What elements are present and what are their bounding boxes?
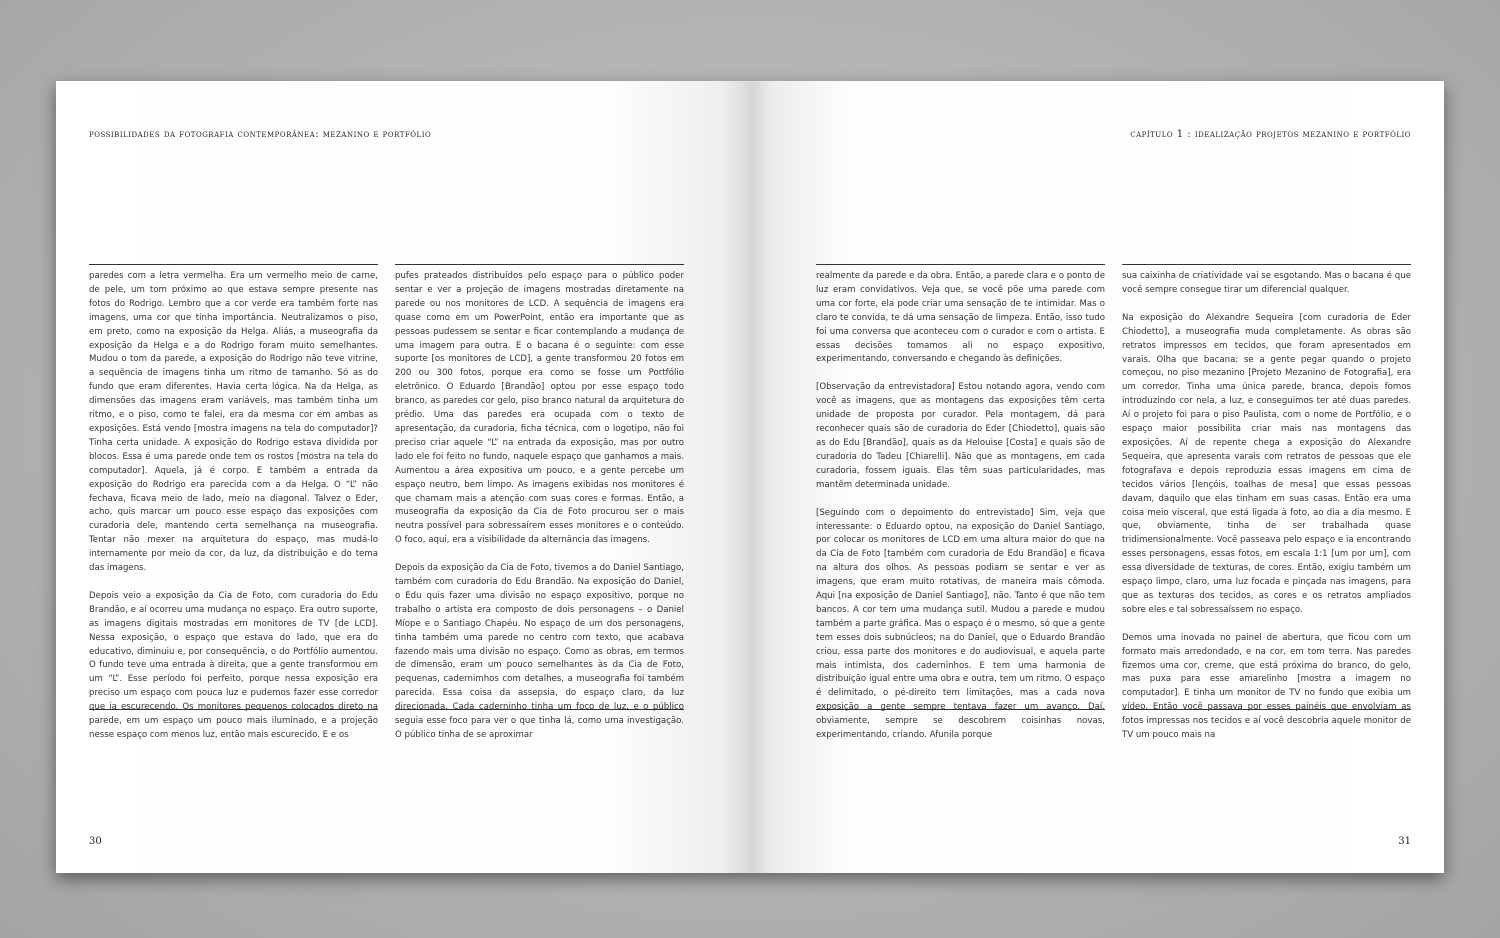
- paragraph: sua caixinha de criatividade vai se esgotando. Mas o bacana é que você sempre consegue tirar um diferencial qualquer.: [1122, 271, 1411, 295]
- paragraph: paredes com a letra vermelha. Era um vermelho meio de carne, de pele, um tom próximo ao que estava sempre presente nas fotos do Rodrigo. Lembro que a cor verde era também forte nas imagens, uma cor que tinha importância. Neutralizamos o piso, em preto, como na exposição da Helga. Aliás, a museografia da exposição da Helga e a do Rodrigo foram muito semelhantes. Mudou o tom da parede, a exposição do Rodrigo não teve vitrine, a sequência de imagens tinha um ritmo de tamanho. Só as do fundo que eram diferentes. Havia certa lógica. Na da Helga, as dimensões das imagens eram variáveis, mas também tinha um ritmo, e o piso, como te falei, era da mesma cor em ambas as exposições. Está vendo [mostra imagens na tela do computador]? Tinha certa unidade. A exposição do Rodrigo estava dividida por blocos. Essa é uma parede onde tem os rostos [mostra na tela do computador]. Aquela, já é corpo. E também a entrada da exposição do Rodrigo era parecida com a da Helga. O “L” não fechava, ficava meio de lado, meio na diagonal. Talvez o Eder, acho, quis marcar um pouco esse espaço das exposições com curadoria dele, mantendo certa semelhança na museografia. Tentar não mexer na arquitetura do espaço, mas mudá-lo internamente por meio da cor, da luz, da distribuição e do tema das imagens.: [89, 271, 378, 574]
- paragraph: [Observação da entrevistadora] Estou notando agora, vendo com você as imagens, que as montagens das exposições têm certa unidade de proposta por curador. Pela montagem, dá para reconhecer quais são de curadoria do Eder [Chiodetto], quais são as do Edu [Brandão], quais as da Helouise [Costa] e quais são de curadoria do Tadeu [Chiarelli]. Não que as montagens, em cada curadoria, fossem iguais. Elas têm suas particularidades, mas mantêm determinada unidade.: [816, 382, 1105, 490]
- right-page-column-2: [1122, 264, 1411, 741]
- left-running-head: possibilidades da fotografia contemporânea: mezanino e portfólio: [89, 129, 432, 140]
- right-page: [750, 81, 1444, 873]
- left-page-column-1: [89, 264, 378, 740]
- paragraph: Na exposição do Alexandre Sequeira [com curadoria de Eder Chiodetto], a museografia muda completamente. As obras são retratos impressos em tecidos, que foram apresentados em varais. Olha que bacana: se a gente pegar quando o projeto começou, no piso mezanino [Projeto Mezanino de Fotografia], era um corredor. Tinha uma única parede, branca, depois fomos introduzindo cor nela, a luz, e conseguimos ter até duas paredes. Aí o projeto foi para o piso Paulista, com o nome de Portfólio, e o espaço maior possibilita criar mais nas montagens das exposições. Aí de repente chega a exposição do Alexandre Sequeira, que apresenta varais com retratos de pessoas que ele fotografava e depois reproduzia essas imagens em cima de tecidos vários [lençóis, toalhas de mesa] que essas pessoas davam, daquilo que elas tinham em suas casas. Então era uma coisa meio visceral, que está ligada à foto, ao dia a dia mesmo. E que, obviamente, tinha de ser trabalhada quase tridimensionalmente. Você passeava pelo espaço e ia encontrando esses personagens, essas fotos, em escala 1:1 [um por um], com essa diversidade de texturas, de cores. Então, exigiu também um espaço limpo, claro, uma luz focada e pinçada nas imagens, para que as texturas dos tecidos, as cores e os retratos ampliados sobre eles e tal sobressaíssem no espaço.: [1122, 312, 1411, 615]
- left-page-column-2: [395, 264, 684, 740]
- paragraph: realmente da parede e da obra. Então, a parede clara e o ponto de luz eram convidativos. Veja que, se você põe uma parede com uma cor forte, ela pode criar uma sensação de te intimidar. Mas o claro te convida, te dá uma sensação de limpeza. Então, isso tudo foi uma conversa que aconteceu com o curador e com o artista. E essas decisões tomamos ali no espaço expositivo, experimentando, conversando e chegando às definições.: [816, 271, 1105, 365]
- book-spread: [56, 81, 1444, 873]
- right-running-head: capítulo 1 : idealização projetos mezanino e portfólio: [1130, 129, 1411, 140]
- left-page-number: 30: [89, 836, 102, 847]
- right-page-number: 31: [1398, 836, 1411, 847]
- paragraph: Depois da exposição da Cia de Foto, tivemos a do Daniel Santiago, também com curadoria do Edu Brandão. Na exposição do Daniel, o Edu quis fazer uma divisão no espaço expositivo, porque no trabalho o artista era composto de dois personagens – o Daniel Míope e o Santiago Chapéu. No espaço de um dos personagens, tinha também uma parede no centro com texto, que acabava fazendo mais uma divisão no espaço. Como as obras, em termos de dimensão, eram um pouco semelhantes às da Cia de Foto, pequenas, cadernimhos com detalhes, a museografia foi também parecida. Essa coisa da assepsia, do espaço claro, da luz direcionada. Cada caderninho tinha um foco de luz, e o público seguia esse foco para ver o que tinha lá, como uma investigação. O público tinha de se aproximar: [395, 563, 684, 740]
- paragraph: pufes prateados distribuídos pelo espaço para o público poder sentar e ver a projeção de imagens mostradas diretamente na parede ou nos monitores de LCD. A sequência de imagens era quase como em um PowerPoint, então era importante que as pessoas pudessem se sentar e ficar contemplando a mudança de uma imagem para outra. E o bacana é o seguinte: com esse suporte [os monitores de LCD], a gente transformou 20 fotos em 200 ou 300 fotos, porque era como se fosse um Portfólio eletrônico. O Eduardo [Brandão] optou por esse espaço todo branco, as paredes cor gelo, piso branco natural da arquitetura do prédio. Uma das paredes era ocupada com o texto de apresentação, da curadoria, ficha técnica, com o logotipo, não foi preciso criar aquele “L” na entrada da exposição, mas por outro lado ele foi feito no fundo, naquele espaço que ganhamos a mais. Aumentou a área expositiva um pouco, e a gente percebe um espaço neutro, bem limpo. As imagens exibidas nos monitores é que chamam mais a atenção com suas cores e formas. Então, a museografia da exposição da Cia de Foto procurou ser o mais neutra possível para sobressaírem esses monitores e o conteúdo. O foco, aqui, era a visibilidade da alternância das imagens.: [395, 271, 684, 546]
- left-page: [56, 81, 750, 873]
- paragraph: [Seguindo com o depoimento do entrevistado] Sim, veja que interessante: o Eduardo optou, na exposição do Daniel Santiago, por colocar os monitores de LCD em uma altura maior do que na da Cia de Foto [também com curadoria de Edu Brandão] e ficava na altura dos olhos. As pessoas podiam se sentar e ver as imagens, que eram muito rotativas, de maneira mais cômoda. Aqui [na exposição de Daniel Santiago], não. Tanto é que não tem bancos. A cor tem uma mudança sutil. Mudou a parede e mudou também a parte gráfica. Mas o espaço é o mesmo, só que a gente tem esses dois subnúcleos; na do Daniel, que o Eduardo Brandão criou, essa parte dos monitores e do audiovisual, e aquela parte mais intimista, dos caderninhos. E tem uma harmonia de distribuição igual entre uma obra e outra, tem um ritmo. O espaço é delimitado, o pé-direito tem limitações, mas a cada nova exposição a gente sempre tentava fazer um avanço. Daí, obviamente, sempre se descobrem coisinhas novas, experimentando, criando. Afunila porque: [816, 507, 1105, 741]
- paragraph: Demos uma inovada no painel de abertura, que ficou com um formato mais arredondado, e na cor, em tom terra. Nas paredes fizemos uma cor, creme, que está próxima do branco, do gelo, mas puxa para esse amarelinho [mostra a imagem no computador]. E tinha um monitor de TV no fundo que exibia um vídeo. Então você passava por esses painéis que envolviam as fotos impressas nos tecidos e aí você descobria aquele monitor de TV um pouco mais na: [1122, 632, 1411, 741]
- right-page-column-1: [816, 264, 1105, 741]
- paragraph: Depois veio a exposição da Cia de Foto, com curadoria do Edu Brandão, e aí ocorreu uma mudança no espaço. Era outro suporte, as imagens digitais mostradas em monitores de TV [de LCD]. Nessa exposição, o espaço que estava do lado, que era do educativo, diminuiu e, por consequência, o do Portfólio aumentou. O fundo teve uma entrada à direita, que a gente transformou em um “L”. Esse período foi perfeito, porque nessa exposição era preciso um espaço com pouca luz e pudemos fazer esse corredor que ia escurecendo. Os monitores pequenos colocados direto na parede, em um espaço um pouco mais iluminado, e a projeção nesse espaço com menos luz, então mais escurecido. E e os: [89, 590, 378, 740]
